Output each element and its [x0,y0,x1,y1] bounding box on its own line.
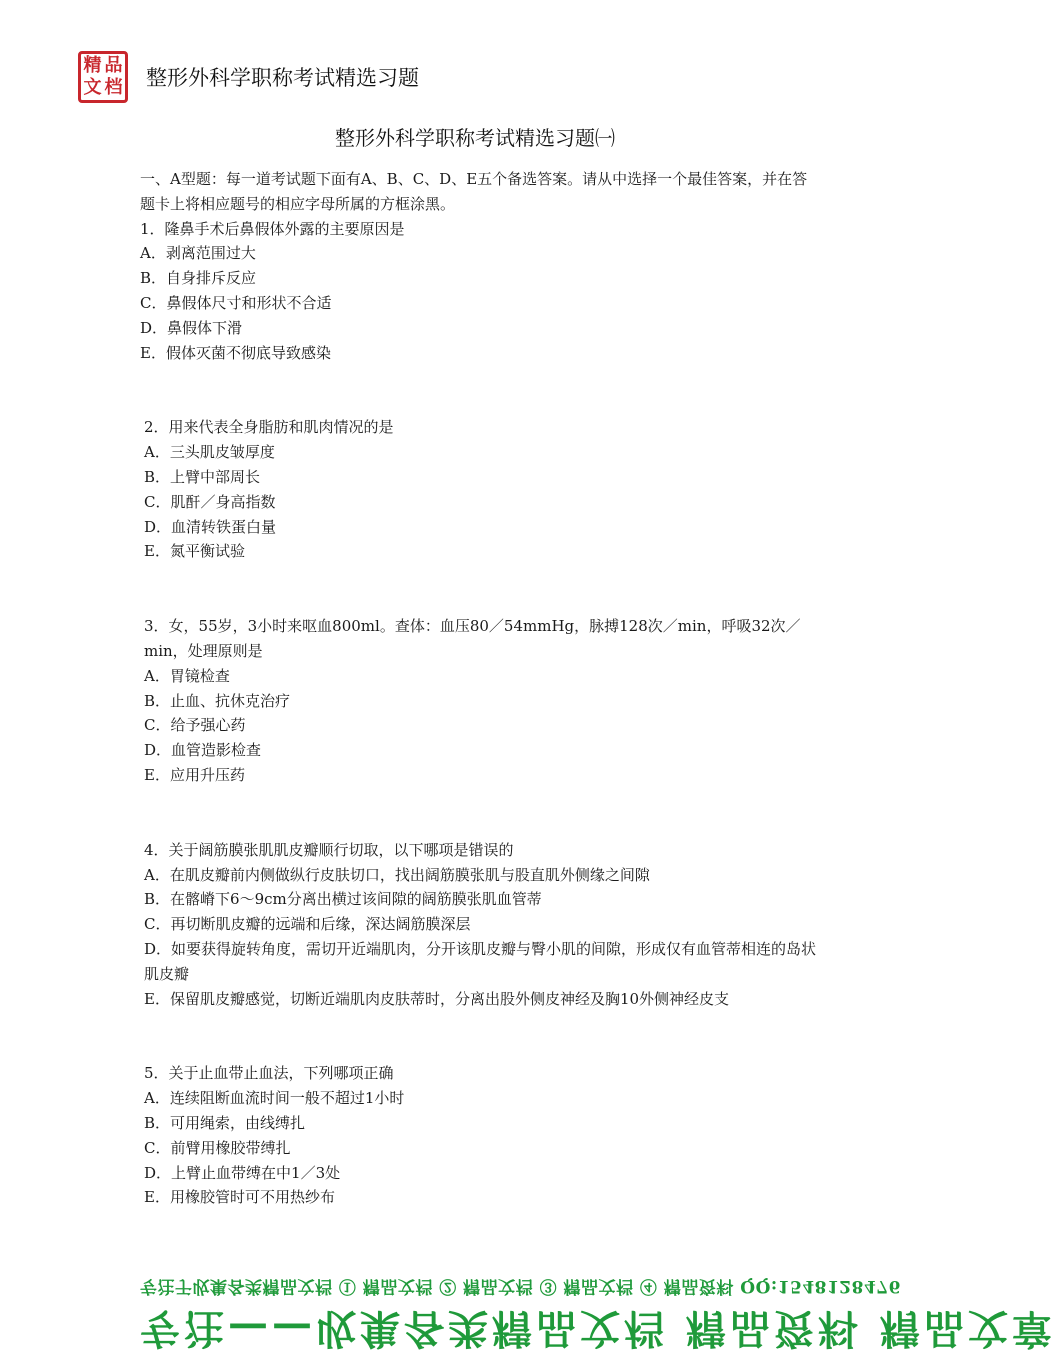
question-1 [140,217,820,366]
seal-char: 档 [104,77,123,98]
answer-option: B．上臂中部周长 [144,467,261,486]
answer-option: E．保留肌皮瓣感觉，切断近端肌肉皮肤蒂时，分离出股外侧皮神经及胸10外侧神经皮支 [144,989,730,1008]
answer-option: A．三头肌皮皱厚度 [144,443,275,462]
answer-option: B．自身排斥反应 [140,269,257,288]
answer-option: E．应用升压药 [144,765,245,784]
question-stem: 5．关于止血带止血法，下列哪项正确 [144,1064,394,1083]
section-instructions: 一、A型题：每一道考试题下面有A、B、C、D、E五个备选答案。请从中选择一个最佳答案，并在答题卡上将相应题号的相应字母所属的方框涂黑。 [140,170,808,213]
answer-option: D．血管造影检查 [144,741,262,760]
page-header [78,50,419,104]
answer-option: D．上臂止血带缚在中1／3处 [144,1163,341,1182]
answer-option: E．用橡胶管时可不用热纱布 [144,1188,335,1207]
question-4 [140,838,820,1012]
answer-option: C．鼻假体尺寸和形状不合适 [140,293,332,312]
question-5 [140,1061,820,1210]
answer-option: A．在肌皮瓣前内侧做纵行皮肤切口，找出阔筋膜张肌与股直肌外侧缘之间隙 [144,865,650,884]
question-2 [140,415,820,564]
question-stem: 2．用来代表全身脂肪和肌肉情况的是 [144,418,394,437]
document-body [140,167,820,1210]
answer-option: A．剥离范围过大 [140,244,256,263]
answer-option: C．给予强心药 [144,716,246,735]
footer-watermark-line: 专注于收集各类精品文档 ① 精品文档 ② 精品文档 ③ 精品文档 ④ 精品资料 QQ:1548128476 [140,1276,901,1296]
question-stem: 1．隆鼻手术后鼻假体外露的主要原因是 [140,219,405,238]
seal-char: 文 [83,77,102,98]
answer-option: A．胃镜检查 [144,666,230,685]
seal-char: 精 [83,55,102,76]
question-3 [140,614,820,788]
seal-logo [78,51,128,103]
answer-option: D．鼻假体下滑 [140,318,243,337]
document-title: 整形外科学职称考试精选习题㈠ [335,126,615,150]
seal-char: 品 [104,55,123,76]
question-stem: 3．女，55岁，3小时来呕血800ml。查体：血压80／54mmHg，脉搏128次／min，呼吸32次／min，处理原则是 [144,617,801,660]
answer-option: E．氮平衡试验 [144,542,245,561]
answer-option: C．前臂用橡胶带缚扎 [144,1138,291,1157]
answer-option: D．如要获得旋转角度，需切开近端肌肉，分开该肌皮瓣与臀小肌的间隙，形成仅有血管蒂相连的岛状肌皮瓣 [144,939,817,983]
footer-watermark-slogan: 专注——收集各类精品文档 精品资料 精品文章 [140,1305,1056,1352]
answer-option: C．肌酐／身高指数 [144,492,276,511]
answer-option: E．假体灭菌不彻底导致感染 [140,343,331,362]
answer-option: B．止血、抗休克治疗 [144,691,291,710]
answer-option: D．血清转铁蛋白量 [144,517,277,536]
answer-option: A．连续阻断血流时间一般不超过1小时 [144,1089,405,1108]
question-stem: 4．关于阔筋膜张肌肌皮瓣顺行切取，以下哪项是错误的 [144,840,514,859]
answer-option: B．在髂嵴下6～9cm分离出横过该间隙的阔筋膜张肌血管蒂 [144,890,542,909]
answer-option: B．可用绳索，由线缚扎 [144,1113,306,1132]
header-title: 整形外科学职称考试精选习题 [146,66,419,90]
answer-option: C．再切断肌皮瓣的远端和后缘，深达阔筋膜深层 [144,915,471,934]
footer-watermark [140,1276,1056,1352]
